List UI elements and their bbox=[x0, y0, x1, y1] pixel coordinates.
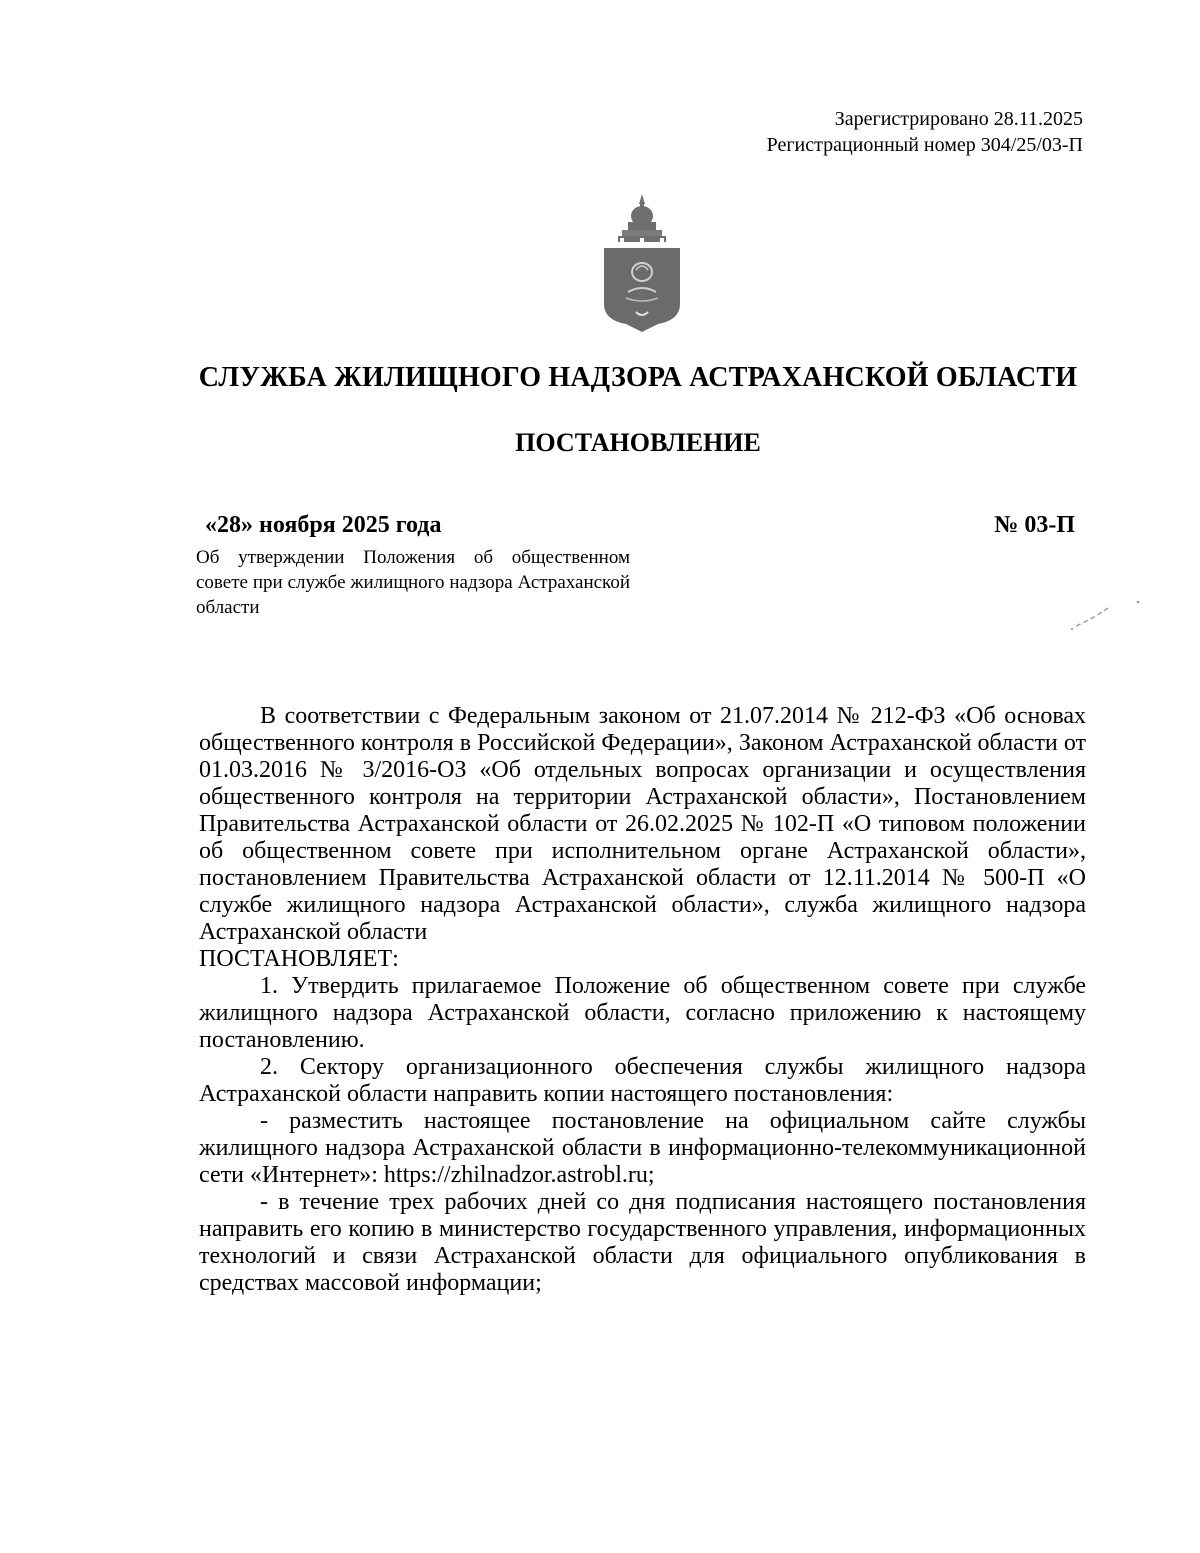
registration-stamp bbox=[767, 106, 1083, 158]
astrakhan-coat-of-arms-icon bbox=[598, 192, 686, 334]
item-2b-paragraph: - в течение трех рабочих дней со дня подписания настоящего постановления направить его копию в министерство государственного управления, информационных технологий и связи Астраханской области для официального опубликования в средствах массовой информации; bbox=[199, 1189, 1086, 1296]
item-2-paragraph: 2. Сектору организационного обеспечения службы жилищного надзора Астраханской области направить копии настоящего постановления: bbox=[199, 1054, 1086, 1107]
preamble-paragraph: В соответствии с Федеральным законом от 21.07.2014 № 212-ФЗ «Об основах общественного контроля в Российской Федерации», Законом Астраханской области от 01.03.2016 № 3/2016-ОЗ «Об отдельных вопросах организации и осуществления общественного контроля на территории Астраханской области», Постановлением Правительства Астраханской области от 26.02.2025 № 102-П «О типовом положении об общественном совете при исполнительном органе Астраханской области», постановлением Правительства Астраханской области от 12.11.2014 № 500-П «О службе жилищного надзора Астраханской области», служба жилищного надзора Астраханской области bbox=[199, 703, 1086, 945]
item-2a-paragraph: - разместить настоящее постановление на официальном сайте службы жилищного надзора Астраханской области в информационно-телекоммуникационной сети «Интернет»: https://zhilnadzor.astrobl.ru; bbox=[199, 1108, 1086, 1188]
document-type: ПОСТАНОВЛЕНИЕ bbox=[515, 428, 761, 457]
document-body bbox=[199, 703, 1086, 1297]
organization-title: СЛУЖБА ЖИЛИЩНОГО НАДЗОРА АСТРАХАНСКОЙ ОБЛАСТИ bbox=[198, 362, 1078, 393]
document-date: «28» ноября 2025 года bbox=[205, 512, 442, 538]
item-1-paragraph: 1. Утвердить прилагаемое Положение об общественном совете при службе жилищного надзора Астраханской области, согласно приложению к настоящему постановлению. bbox=[199, 973, 1086, 1053]
pen-mark-icon bbox=[1068, 596, 1144, 632]
registration-date: Зарегистрировано 28.11.2025 bbox=[834, 108, 1083, 130]
document-subject: Об утверждении Положения об общественном совете при службе жилищного надзора Астраханской области bbox=[196, 547, 630, 618]
registration-number: Регистрационный номер 304/25/03-П bbox=[766, 134, 1083, 156]
document-number: № 03-П bbox=[994, 512, 1075, 538]
resolve-heading: ПОСТАНОВЛЯЕТ: bbox=[199, 946, 399, 972]
